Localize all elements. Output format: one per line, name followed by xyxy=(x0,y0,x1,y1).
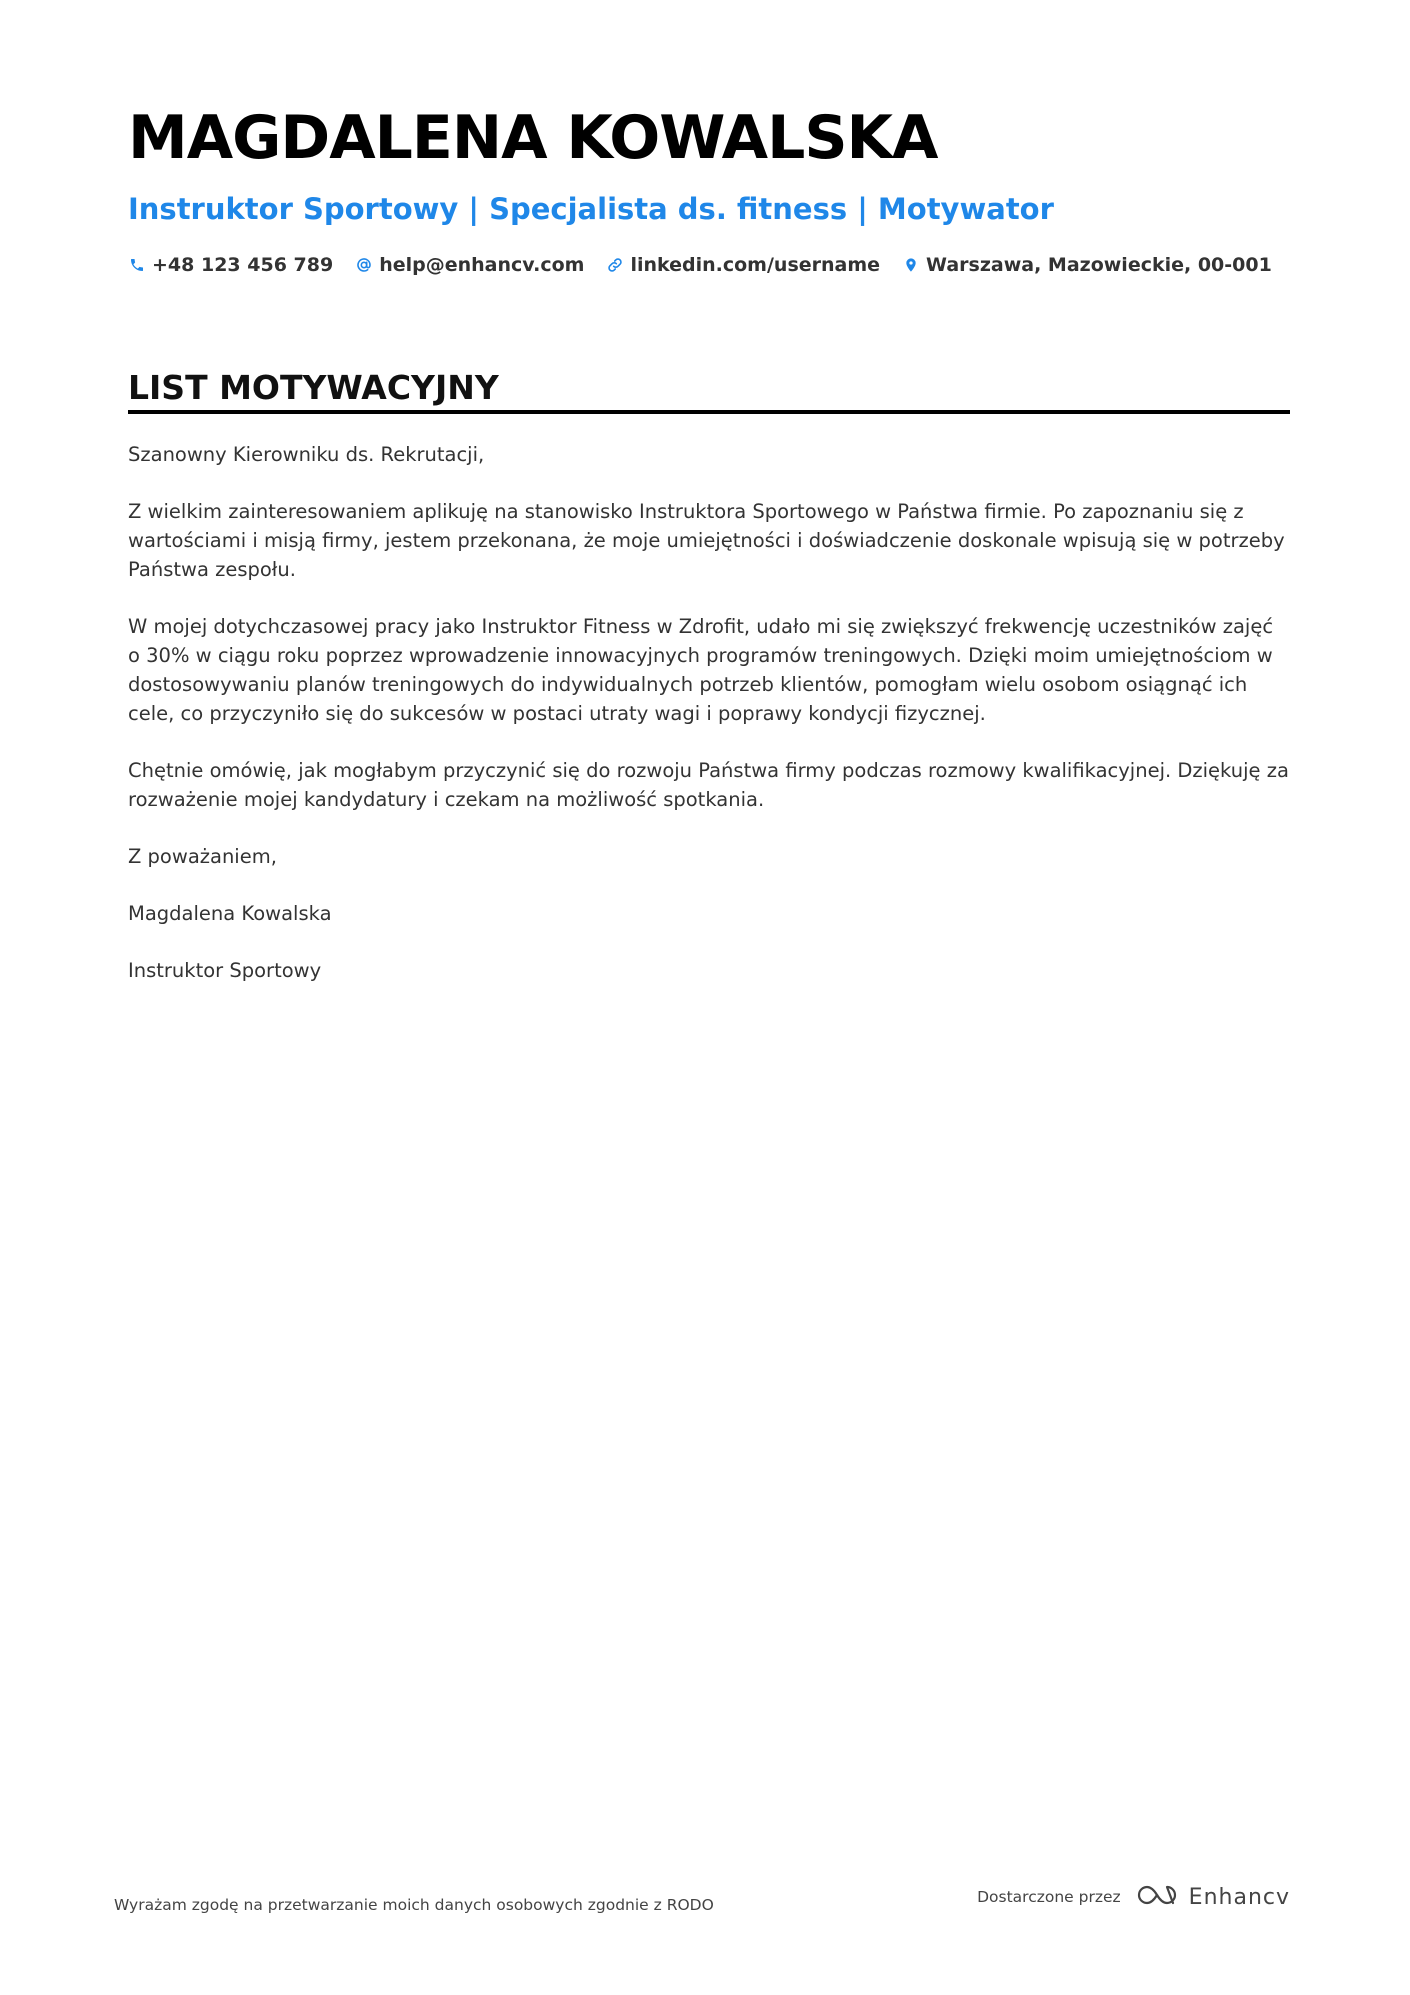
provided-by-label: Dostarczone przez xyxy=(977,1888,1121,1906)
section-divider xyxy=(128,410,1290,414)
footer-branding[interactable] xyxy=(977,1882,1290,1912)
contact-location-text: Warszawa, Mazowieckie, 00-001 xyxy=(926,254,1272,276)
location-pin-icon xyxy=(902,256,920,274)
applicant-title: Instruktor Sportowy | Specjalista ds. fitness | Motywator xyxy=(128,192,1054,226)
letter-signature-name: Magdalena Kowalska xyxy=(128,902,332,925)
link-icon xyxy=(606,256,624,274)
letter-closing: Z poważaniem, xyxy=(128,845,277,868)
brand-name: Enhancv xyxy=(1188,1884,1290,1910)
rodo-consent: Wyrażam zgodę na przetwarzanie moich danych osobowych zgodnie z RODO xyxy=(114,1896,714,1914)
letter-greeting: Szanowny Kierowniku ds. Rekrutacji, xyxy=(128,443,485,466)
letter-paragraph-3: Chętnie omówię, jak mogłabym przyczynić się do rozwoju Państwa firmy podczas rozmowy kwalifikacyjnej. Dziękuję za rozważenie mojej kandydatury i czekam na możliwość spotkania. xyxy=(128,759,1289,811)
contact-location xyxy=(902,254,1272,276)
section-title: LIST MOTYWACYJNY xyxy=(128,368,499,407)
letter-paragraph-1: Z wielkim zainteresowaniem aplikuję na stanowisko Instruktora Sportowego w Państwa firmie. Po zapoznaniu się z wartościami i misją firmy, jestem przekonana, że moje umiejętności i doświadczenie doskonale wpisują się w potrzeby Państwa zespołu. xyxy=(128,500,1285,581)
applicant-name: MAGDALENA KOWALSKA xyxy=(128,103,938,173)
contact-phone[interactable] xyxy=(128,254,333,276)
contact-bar xyxy=(128,254,1294,276)
letter-signature-title: Instruktor Sportowy xyxy=(128,959,322,982)
contact-email[interactable] xyxy=(355,254,584,276)
at-icon xyxy=(355,256,373,274)
contact-email-text: help@enhancv.com xyxy=(379,254,585,276)
phone-icon xyxy=(128,256,146,274)
letter-body xyxy=(128,440,1290,1013)
contact-phone-text: +48 123 456 789 xyxy=(152,254,334,276)
letter-paragraph-2: W mojej dotychczasowej pracy jako Instruktor Fitness w Zdrofit, udało mi się zwiększyć frekwencję uczestników zajęć o 30% w ciągu roku poprzez wprowadzenie innowacyjnych programów treningowych. Dzięki moim umiejętnościom w dostosowywaniu planów treningowych do indywidualnych potrzeb klientów, pomogłam wielu osobom osiągnąć ich cele, co przyczyniło się do sukcesów w postaci utraty wagi i poprawy kondycji fizycznej. xyxy=(128,615,1274,725)
contact-linkedin[interactable] xyxy=(606,254,880,276)
contact-linkedin-text: linkedin.com/username xyxy=(630,254,881,276)
enhancv-logo-icon xyxy=(1133,1882,1181,1912)
